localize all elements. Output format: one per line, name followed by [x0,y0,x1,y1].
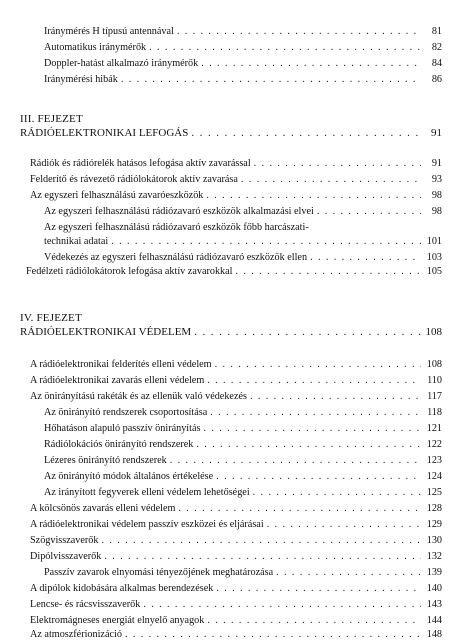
toc-page-number: 82 [431,42,442,53]
toc-entry-text: Hőhatáson alapuló passzív önirányítás [44,423,201,434]
toc-entry [44,486,442,500]
toc-page-number: 140 [426,583,442,594]
toc-page-number: 117 [427,391,442,402]
leader-dots [206,189,421,203]
toc-entry [30,582,442,596]
toc-entry [44,235,442,249]
toc-page-number: 125 [426,487,442,498]
toc-entry [30,550,442,564]
toc-entry-text: Az önirányító rendszerek csoportosítása [44,407,208,418]
toc-page-number: 91 [431,158,442,169]
toc-entry [26,265,442,279]
leader-dots [253,486,421,500]
leader-dots [241,173,421,187]
toc-page-number: 148 [426,629,442,640]
toc-entry-text: Az önirányítású rakéták és az ellenük való védekezés [30,391,247,402]
toc-page-number: 108 [426,359,442,370]
leader-dots [191,126,421,140]
toc-entry [44,566,442,580]
toc-page-number: 108 [425,326,442,338]
toc-page-number: 144 [426,615,442,626]
leader-dots [143,598,421,612]
toc-entry [44,73,442,87]
toc-page-number: 98 [431,206,442,217]
leader-dots [267,518,421,532]
toc-page-number: 81 [431,26,442,37]
toc-entry-text: Védekezés az egyszeri felhasználású rádiózavaró eszközök ellen [44,252,308,263]
leader-dots [177,25,421,39]
leader-dots [196,438,421,452]
leader-dots [104,550,421,564]
toc-entry-text: Doppler-hatást alkalmazó iránymérők [44,58,199,69]
toc-entry-text: Az önirányító módok általános értékelése [44,471,214,482]
toc-page-number: 93 [431,174,442,185]
toc-entry-text: Rádiólokációs önirányító rendszerek [44,439,194,450]
toc-entry [44,406,442,420]
leader-dots [149,41,421,55]
toc-entry [44,422,442,436]
leader-dots [201,57,421,71]
toc-page-number: 101 [426,236,442,247]
toc-entry [30,628,442,642]
toc-entry [30,157,442,171]
toc-entry [44,454,442,468]
toc-entry-text: Iránymérési hibák [44,74,118,85]
leader-dots [125,628,421,642]
toc-entry [30,534,442,548]
toc-page-number: 139 [426,567,442,578]
toc-entry [30,502,442,516]
toc-entry [30,374,442,388]
leader-dots [207,374,421,388]
toc-entry [30,518,442,532]
toc-entry [44,438,442,452]
chapter-heading: III. FEJEZET [20,113,83,125]
toc-entry [44,25,442,39]
leader-dots [111,235,421,249]
toc-entry-text: Az egyszeri felhasználású zavaróeszközök [30,190,204,201]
leader-dots [121,73,421,87]
toc-entry-text: Passzív zavarok elnyomási tényezőjének meghatározása [44,567,274,578]
toc-entry [30,390,442,404]
toc-entry-text: Felderítő és rávezető rádiólokátorok aktív zavarása [30,174,238,185]
toc-entry-text: Rádiók és rádiórelék hatásos lefogása aktív zavarással [30,158,251,169]
toc-entry [30,189,442,203]
leader-dots [216,582,421,596]
leader-dots [215,358,421,372]
toc-page-number: 86 [431,74,442,85]
toc-entry-text-line1: Az egyszeri felhasználású rádiózavaró eszközök főbb harcászati- [44,222,309,233]
chapter-title-entry [20,325,442,339]
leader-dots [207,614,421,628]
toc-entry [44,470,442,484]
leader-dots [236,265,422,279]
leader-dots [203,422,421,436]
toc-page-number: 129 [426,519,442,530]
leader-dots [178,502,421,516]
toc-entry-text: Lencse- és rácsvisszaverők [30,599,141,610]
toc-page-number: 122 [426,439,442,450]
toc-entry-text: Az atmoszférionizáció [30,629,122,640]
toc-entry [44,41,442,55]
leader-dots [170,454,421,468]
chapter-heading: IV. FEJEZET [20,312,82,324]
toc-entry-text: A rádióelektronikai zavarás elleni védelem [30,375,205,386]
leader-dots [250,390,421,404]
toc-page-number: 130 [426,535,442,546]
leader-dots [194,325,421,339]
toc-entry-text: Iránymérés H típusú antennával [44,26,174,37]
toc-entry [30,598,442,612]
toc-page-number: 132 [426,551,442,562]
leader-dots [101,534,421,548]
toc-entry-text: Lézeres önirányító rendszerek [44,455,167,466]
leader-dots [216,470,421,484]
leader-dots [310,251,421,265]
toc-page-number: 110 [427,375,442,386]
leader-dots [276,566,421,580]
toc-entry-text: Automatikus iránymérők [44,42,147,53]
toc-page-number: 98 [431,190,442,201]
toc-page-number: 128 [426,503,442,514]
toc-entry [44,57,442,71]
toc-entry-text: A rádióelektronikai felderítés elleni védelem [30,359,212,370]
toc-page-number: 91 [431,127,442,139]
toc-page-number: 121 [426,423,442,434]
leader-dots [210,406,421,420]
toc-entry-text: Szögvisszaverők [30,535,99,546]
toc-entry-text: Dipólvisszaverők [30,551,102,562]
toc-entry-text: A kölcsönös zavarás elleni védelem [30,503,176,514]
toc-page-number: 84 [431,58,442,69]
toc-entry-text: Az egyszeri felhasználású rádiózavaró eszközök alkalmazási elvei [44,206,314,217]
toc-entry-text: Az irányított fegyverek elleni védelem lehetőségei [44,487,250,498]
toc-page-number: 123 [426,455,442,466]
toc-page-number: 143 [426,599,442,610]
toc-entry [44,205,442,219]
toc-entry [30,614,442,628]
chapter-title: RÁDIÓELEKTRONIKAI LEFOGÁS [20,127,189,139]
toc-entry [44,251,442,265]
toc-page-number: 118 [427,407,442,418]
toc-entry-text: A dipólok kidobására alkalmas berendezések [30,583,214,594]
chapter-title-entry [20,126,442,140]
leader-dots [254,157,421,171]
chapter-title: RÁDIÓELEKTRONIKAI VÉDELEM [20,326,192,338]
toc-page-number: 105 [426,266,442,277]
toc-entry-text: A rádióelektronikai védelem passzív eszközei és eljárásai [30,519,264,530]
leader-dots [317,205,421,219]
toc-entry-text: technikai adatai [44,236,109,247]
toc-entry-text: Fedélzeti rádiólokátorok lefogása aktív zavarokkal [26,266,233,277]
toc-page-number: 124 [426,471,442,482]
toc-entry-text: Elektromágneses energiát elnyelő anyagok [30,615,205,626]
toc-entry [30,173,442,187]
toc-entry [30,358,442,372]
toc-page-number: 103 [426,252,442,263]
